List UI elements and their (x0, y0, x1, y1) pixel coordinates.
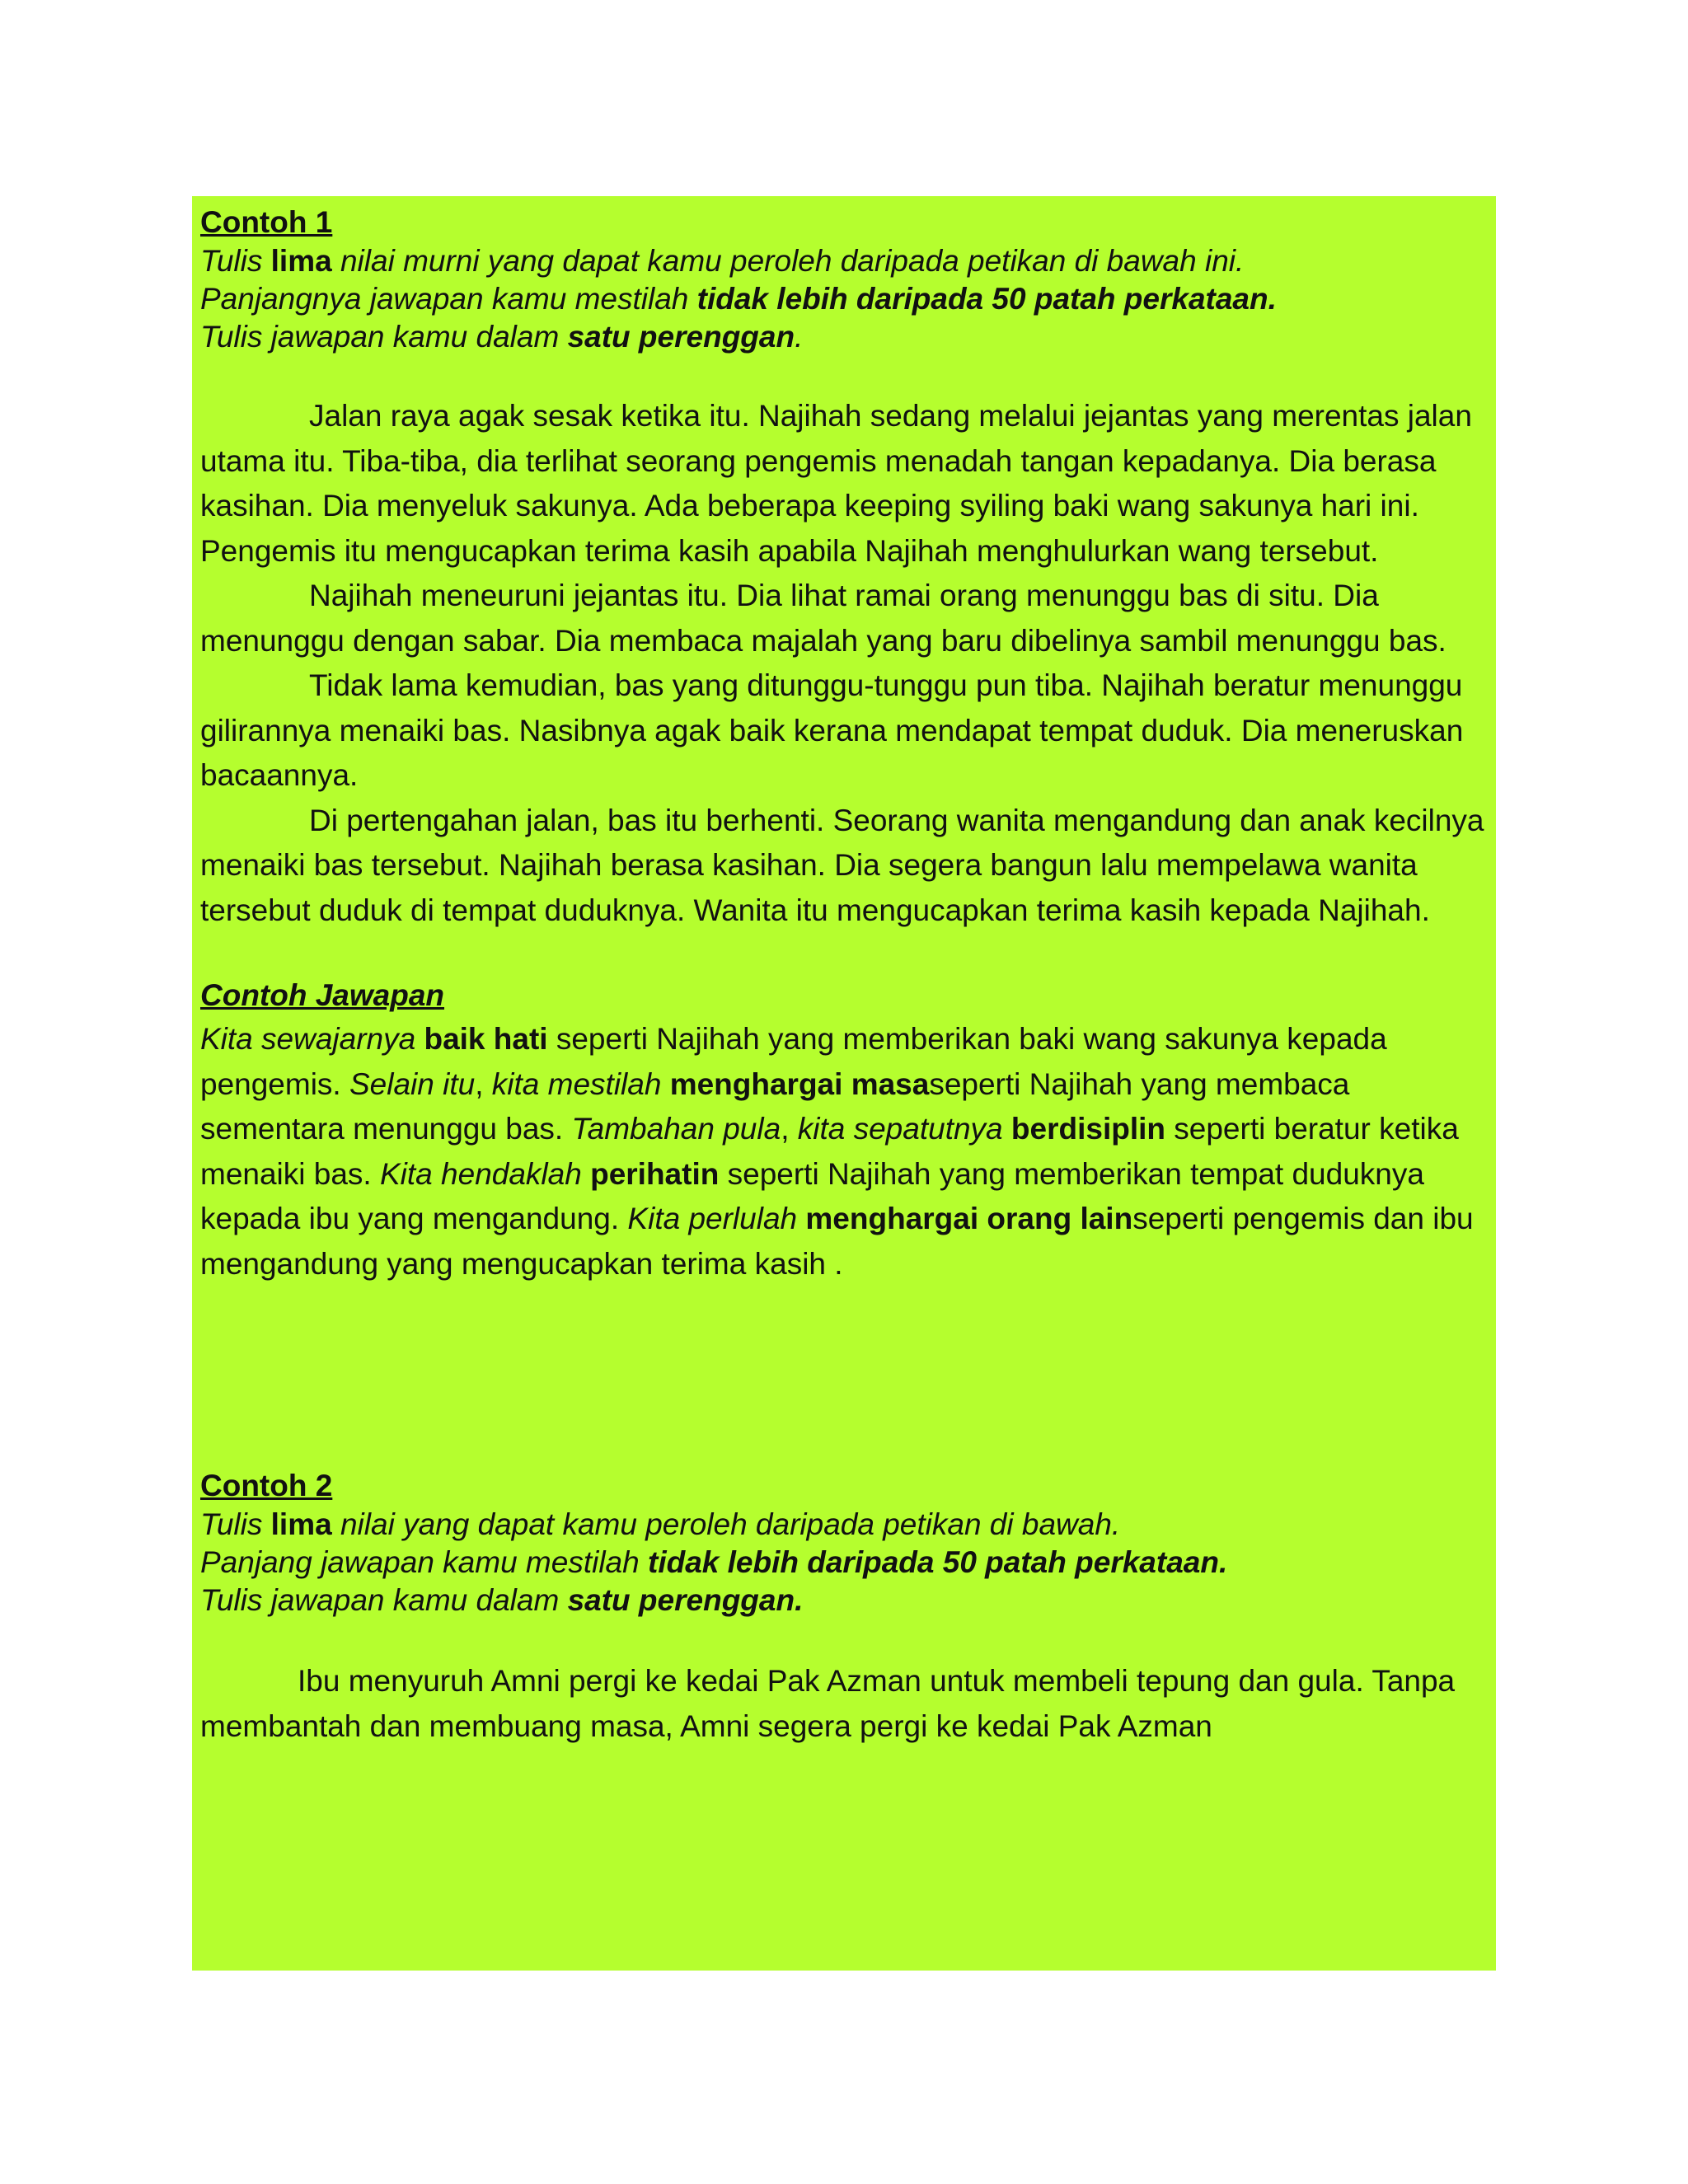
highlighted-page (192, 196, 1496, 1971)
contoh-2-instruction-3: Tulis jawapan kamu dalam satu perenggan. (200, 1583, 804, 1617)
contoh-jawapan-heading: Contoh Jawapan (200, 978, 445, 1012)
contoh-1-instruction-1: Tulis lima nilai murni yang dapat kamu peroleh daripada petikan di bawah ini. (200, 244, 1245, 278)
contoh-2-heading: Contoh 2 (200, 1469, 333, 1502)
contoh-2-instruction-2: Panjang jawapan kamu mestilah tidak lebih daripada 50 patah perkataan. (200, 1545, 1228, 1579)
contoh-jawapan-text: Kita sewajarnya baik hati seperti Najihah yang memberikan baki wang sakunya kepada pengemis. Selain itu, kita mestilah menghargai masaseperti Najihah yang membaca sementara menunggu bas. Tambahan pula, kita sepatutnya berdisiplin seperti beratur ketika menaiki bas. Kita hendaklah perihatin seperti Najihah yang memberikan tempat duduknya kepada ibu yang mengandung. Kita perlulah menghargai orang lainseperti pengemis dan ibu mengandung yang mengucapkan terima kasih . (200, 1022, 1474, 1281)
page-content (200, 203, 1486, 1749)
passage-paragraph-3: Tidak lama kemudian, bas yang ditunggu-tunggu pun tiba. Najihah beratur menunggu gilirannya menaiki bas. Nasibnya agak baik kerana mendapat tempat duduk. Dia meneruskan bacaannya. (200, 668, 1464, 792)
contoh-2-instruction-1: Tulis lima nilai yang dapat kamu peroleh daripada petikan di bawah. (200, 1507, 1121, 1541)
contoh-1-instruction-3: Tulis jawapan kamu dalam satu perenggan. (200, 320, 804, 354)
passage-paragraph-4: Di pertengahan jalan, bas itu berhenti. Seorang wanita mengandung dan anak kecilnya menaiki bas tersebut. Najihah berasa kasihan. Dia segera bangun lalu mempelawa wanita tersebut duduk di tempat duduknya. Wanita itu mengucapkan terima kasih kepada Najihah. (200, 803, 1484, 927)
contoh-1-heading: Contoh 1 (200, 205, 333, 239)
contoh-2-passage: Ibu menyuruh Amni pergi ke kedai Pak Azman untuk membeli tepung dan gula. Tanpa membantah dan membuang masa, Amni segera pergi ke kedai Pak Azman (200, 1664, 1456, 1743)
contoh-1-instruction-2: Panjangnya jawapan kamu mestilah tidak lebih daripada 50 patah perkataan. (200, 282, 1277, 316)
passage-paragraph-1: Jalan raya agak sesak ketika itu. Najihah sedang melalui jejantas yang merentas jalan utama itu. Tiba-tiba, dia terlihat seorang pengemis menadah tangan kepadanya. Dia berasa kasihan. Dia menyeluk sakunya. Ada beberapa keeping syiling baki wang sakunya hari ini. Pengemis itu mengucapkan terima kasih apabila Najihah menghulurkan wang tersebut. (200, 399, 1472, 568)
passage-paragraph-2: Najihah meneuruni jejantas itu. Dia lihat ramai orang menunggu bas di situ. Dia menunggu dengan sabar. Dia membaca majalah yang baru dibelinya sambil menunggu bas. (200, 579, 1447, 658)
